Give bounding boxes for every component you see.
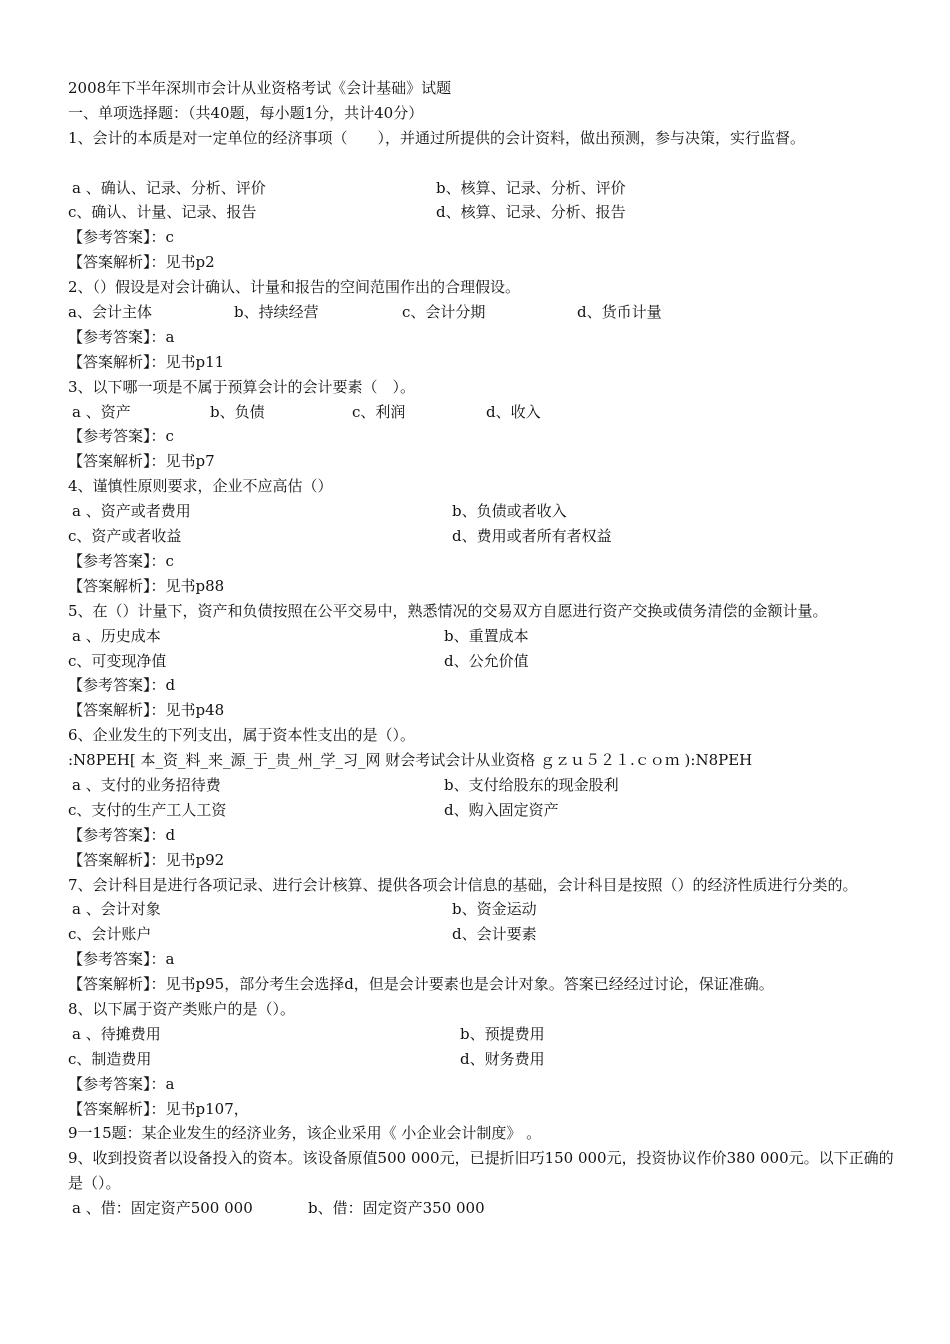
q5-answer: 【参考答案】：d — [68, 676, 176, 695]
q4-analysis: 【答案解析】：见书p88 — [68, 576, 225, 595]
blank-line — [68, 151, 898, 176]
q3-option-c: c、利润 — [352, 402, 406, 421]
q5-analysis: 【答案解析】：见书p48 — [68, 701, 225, 720]
q6-option-d: d、购入固定资产 — [444, 800, 559, 819]
q7-options-row2 — [68, 922, 898, 947]
q4-option-b: b、负债或者收入 — [452, 502, 567, 521]
q4-option-d: d、费用或者所有者权益 — [452, 527, 612, 546]
q7-stem: 7、会计科目是进行各项记录、进行会计核算、提供各项会计信息的基础，会计科目是按照（）的经济性质进行分类的。 — [68, 875, 858, 894]
q2-option-d: d、货币计量 — [577, 303, 662, 322]
q9-option-b: b、借：固定资产350 000 — [308, 1199, 485, 1218]
q5-option-b: b、重置成本 — [444, 626, 529, 645]
q5-options-row1 — [68, 624, 898, 649]
q5-option-d: d、公允价值 — [444, 651, 529, 670]
q2-stem: 2、（）假设是对会计确认、计量和报告的空间范围作出的合理假设。 — [68, 278, 521, 297]
q8-option-a: a 、待摊费用 — [72, 1024, 161, 1043]
document-body — [68, 76, 898, 1221]
q9-option-a: a 、借：固定资产500 000 — [72, 1199, 253, 1218]
q1-option-d: d、核算、记录、分析、报告 — [436, 203, 626, 222]
q2-options — [68, 300, 898, 325]
q1-option-a: a 、确认、记录、分析、评价 — [72, 178, 266, 197]
q3-option-b: b、负债 — [210, 402, 265, 421]
doc-title: 2008年下半年深圳市会计从业资格考试《会计基础》试题 — [68, 79, 452, 97]
q2-analysis: 【答案解析】：见书p11 — [68, 352, 225, 371]
q8-answer: 【参考答案】：a — [68, 1074, 175, 1093]
q3-options — [68, 400, 898, 425]
q8-options-row2 — [68, 1047, 898, 1072]
q7-analysis: 【答案解析】：见书p95，部分考生会选择d，但是会计要素也是会计对象。答案已经经过讨论，保证准确。 — [68, 975, 774, 994]
q4-stem: 4、谨慎性原则要求，企业不应高估（） — [68, 477, 333, 496]
q8-option-b: b、预提费用 — [460, 1024, 545, 1043]
q9-stem: 9、收到投资者以设备投入的资本。该设备原值500 000元，已提折旧巧150 000元，投资协议作价380 000元。以下正确的是（）。 — [68, 1149, 894, 1193]
q5-option-a: a 、历史成本 — [72, 626, 161, 645]
q2-option-b: b、持续经营 — [234, 303, 319, 322]
q7-answer: 【参考答案】：a — [68, 950, 175, 969]
q4-options-row1 — [68, 499, 898, 524]
source-watermark: :N8PEH[ 本_资_料_来_源_于_贵_州_学_习_网 财会考试会计从业资格 ｇｚｕ５２１.ｃｏｍ ):N8PEH — [68, 751, 753, 770]
q1-stem: 1、会计的本质是对一定单位的经济事项（ ），并通过所提供的会计资料，做出预测，参与决策，实行监督。 — [68, 128, 806, 147]
q4-option-c: c、资产或者收益 — [68, 527, 182, 546]
q4-answer: 【参考答案】：c — [68, 551, 174, 570]
q1-option-b: b、核算、记录、分析、评价 — [436, 178, 626, 197]
q7-options-row1 — [68, 897, 898, 922]
q6-stem: 6、企业发生的下列支出，属于资本性支出的是（）。 — [68, 726, 416, 745]
q7-option-d: d、会计要素 — [452, 925, 537, 944]
q1-answer: 【参考答案】：c — [68, 228, 174, 247]
q1-options-row1 — [68, 176, 898, 201]
q5-options-row2 — [68, 649, 898, 674]
q3-analysis: 【答案解析】：见书p7 — [68, 452, 215, 471]
q8-option-c: c、制造费用 — [68, 1049, 152, 1068]
q3-option-d: d、收入 — [486, 402, 541, 421]
q6-option-b: b、支付给股东的现金股利 — [444, 775, 619, 794]
q3-answer: 【参考答案】：c — [68, 427, 174, 446]
q1-options-row2 — [68, 200, 898, 225]
q8-analysis: 【答案解析】：见书p107， — [68, 1099, 249, 1118]
q7-option-c: c、会计账户 — [68, 925, 152, 944]
section-heading: 一、单项选择题：（共40题，每小题1分，共计40分） — [68, 103, 424, 122]
q8-option-d: d、财务费用 — [460, 1049, 545, 1068]
q6-options-row2 — [68, 798, 898, 823]
q6-analysis: 【答案解析】：见书p92 — [68, 850, 225, 869]
q7-option-a: a 、会计对象 — [72, 900, 161, 919]
q4-options-row2 — [68, 524, 898, 549]
group-note: 9一15题：某企业发生的经济业务，该企业采用《 小企业会计制度》 。 — [68, 1124, 542, 1143]
q8-stem: 8、以下属于资产类账户的是（）。 — [68, 999, 296, 1018]
q5-option-c: c、可变现净值 — [68, 651, 167, 670]
q3-stem: 3、以下哪一项是不属于预算会计的会计要素（ ）。 — [68, 377, 416, 396]
q3-option-a: a 、资产 — [72, 402, 131, 421]
q9-options — [68, 1196, 898, 1221]
q5-stem: 5、在（）计量下，资产和负债按照在公平交易中，熟悉情况的交易双方自愿进行资产交换或债务清偿的金额计量。 — [68, 601, 828, 620]
q1-analysis: 【答案解析】：见书p2 — [68, 253, 215, 272]
q6-option-c: c、支付的生产工人工资 — [68, 800, 227, 819]
q6-options-row1 — [68, 773, 898, 798]
q6-option-a: a 、支付的业务招待费 — [72, 775, 221, 794]
q1-option-c: c、确认、计量、记录、报告 — [68, 203, 257, 222]
q2-option-c: c、会计分期 — [402, 303, 486, 322]
q2-answer: 【参考答案】：a — [68, 327, 175, 346]
q7-option-b: b、资金运动 — [452, 900, 537, 919]
q8-options-row1 — [68, 1022, 898, 1047]
q2-option-a: a、会计主体 — [68, 303, 152, 322]
q6-answer: 【参考答案】：d — [68, 825, 176, 844]
q4-option-a: a 、资产或者费用 — [72, 502, 191, 521]
